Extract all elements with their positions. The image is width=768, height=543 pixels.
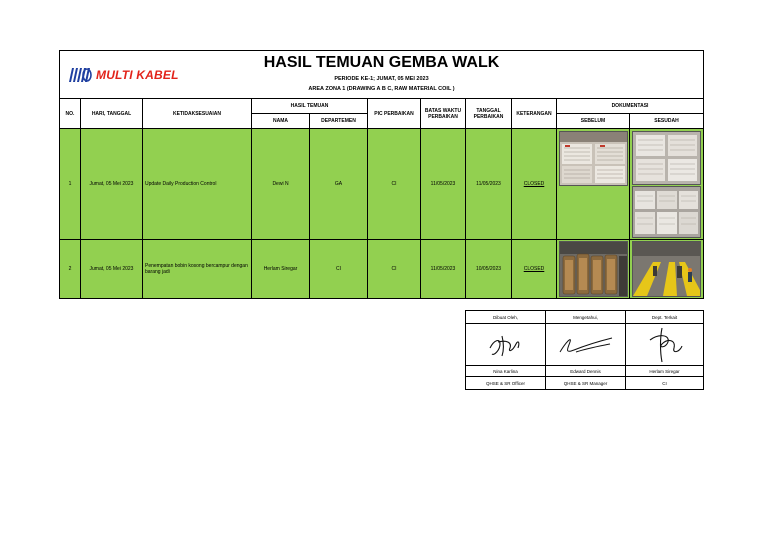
col-header-documentation: DOKUMENTASI [557, 98, 703, 114]
col-header-department: DEPARTEMEN [310, 114, 368, 129]
col-header-findings: HASIL TEMUAN [252, 98, 368, 114]
row1-no: 1 [60, 129, 81, 240]
row2-remarks: CLOSED [523, 266, 545, 272]
sig2-title: QHSE & SR Manager [546, 377, 626, 389]
row1-pic: CI [368, 129, 421, 240]
company-name: MULTI KABEL [96, 68, 179, 82]
col-header-fix-date: TANGGAL PERBAIKAN [466, 98, 512, 129]
col-header-name: NAMA [252, 114, 310, 129]
sig3-signature-cell [626, 324, 703, 366]
row2-pic: CI [368, 240, 421, 298]
col-header-before: SEBELUM [557, 114, 630, 129]
col-header-issue: KETIDAKSESUAIAN [143, 98, 252, 129]
sig3-name: Herlam Siregar [626, 366, 703, 377]
row1-remarks: CLOSED [523, 181, 545, 187]
gemba-walk-report [59, 50, 704, 299]
row1-fix-date: 11/05/2023 [466, 129, 512, 240]
report-area: AREA ZONA 1 (DRAWING A B C, RAW MATERIAL COIL ) [308, 86, 455, 92]
row2-after-photo[interactable] [632, 241, 701, 297]
row1-date: Jumat, 05 Mei 2023 [81, 129, 143, 240]
row1-after-photo-2[interactable] [632, 186, 701, 238]
row1-remarks-cell [512, 129, 557, 240]
sig3-role: Dept. Terkait [626, 311, 703, 324]
row2-remarks-cell [512, 240, 557, 298]
report-title: HASIL TEMUAN GEMBA WALK [263, 54, 500, 71]
sig1-signature-cell [466, 324, 546, 366]
row2-date: Jumat, 05 Mei 2023 [81, 240, 143, 298]
row2-before-photo[interactable] [559, 241, 628, 297]
col-header-pic: PIC PERBAIKAN [368, 98, 421, 129]
signature-edward-icon [556, 330, 616, 360]
row1-after-photo-1[interactable] [632, 131, 701, 185]
row2-fix-date: 10/05/2023 [466, 240, 512, 298]
sig1-title: QHSE & SR Officer [466, 377, 546, 389]
col-header-no: NO. [60, 98, 81, 129]
sig2-signature-cell [546, 324, 626, 366]
row1-issue: Update Daily Production Control [143, 129, 252, 240]
row1-before-photo[interactable] [559, 131, 628, 186]
col-header-date: HARI, TANGGAL [81, 98, 143, 129]
signature-herlam-icon [640, 326, 690, 364]
row1-name: Dewi N [252, 129, 310, 240]
report-period: PERIODE KE-1; JUMAT, 05 MEI 2023 [334, 76, 429, 82]
row2-no: 2 [60, 240, 81, 298]
row2-department: CI [310, 240, 368, 298]
col-header-remarks: KETERANGAN [512, 98, 557, 129]
sig2-name: Edward Dennis [546, 366, 626, 377]
row1-deadline: 11/05/2023 [421, 129, 466, 240]
sig2-role: Mengetahui, [546, 311, 626, 324]
sig1-role: Dibuat Oleh, [466, 311, 546, 324]
row2-issue: Penempatan bobin kosong bercampur dengan barang jadi [143, 240, 252, 298]
sig3-title: CI [662, 380, 667, 386]
report-header [60, 51, 703, 98]
signature-block [465, 310, 704, 390]
row2-deadline: 11/05/2023 [421, 240, 466, 298]
col-header-after: SESUDAH [630, 114, 703, 129]
row1-department: GA [310, 129, 368, 240]
signature-nina-icon [486, 330, 526, 360]
col-header-deadline: BATAS WAKTU PERBAIKAN [421, 98, 466, 129]
sig1-name: Nina Karlina [466, 366, 546, 377]
row2-name: Herlam Siregar [252, 240, 310, 298]
